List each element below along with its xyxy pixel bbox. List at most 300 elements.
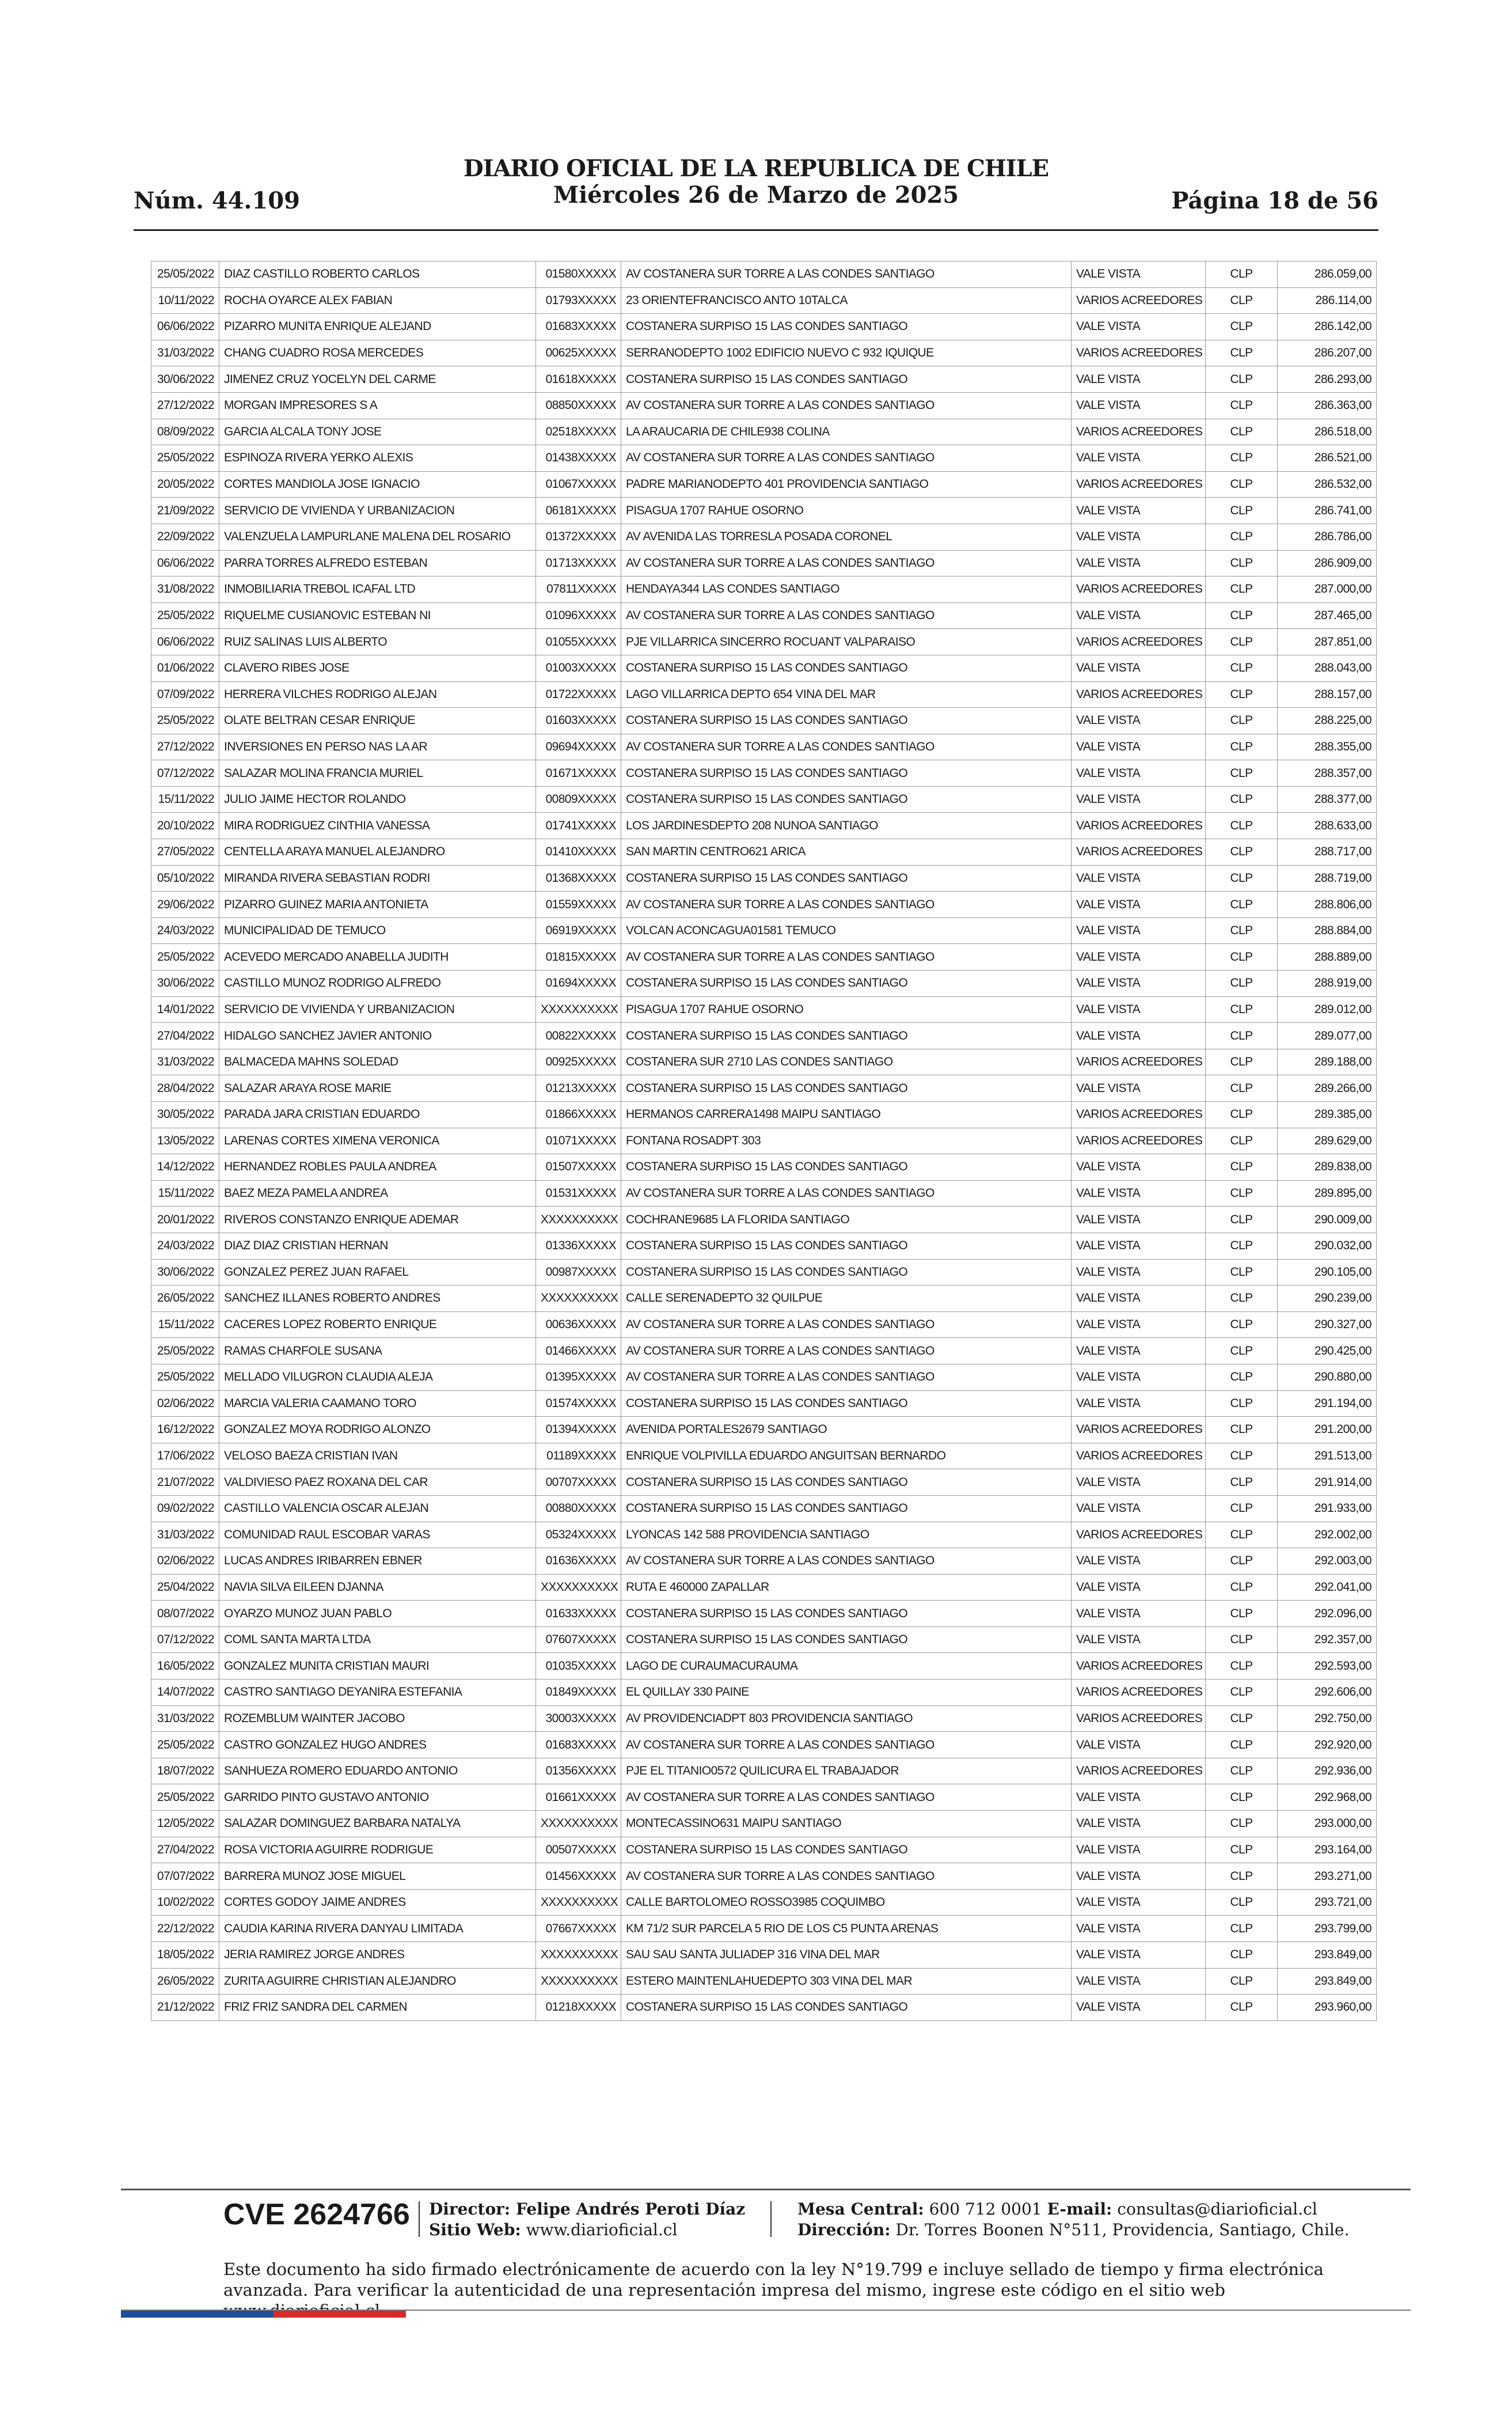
cell-date: 12/05/2022 xyxy=(151,1811,219,1837)
cell-rut: 01071XXXXX xyxy=(536,1128,621,1154)
cell-rut: 00880XXXXX xyxy=(536,1495,621,1522)
issue-number: Núm. 44.109 xyxy=(134,187,300,214)
cell-type: VALE VISTA xyxy=(1072,1863,1206,1890)
cell-amount: 292.606,00 xyxy=(1278,1679,1377,1706)
cell-rut: 01580XXXXX xyxy=(536,261,621,288)
cell-name: ROZEMBLUM WAINTER JACOBO xyxy=(219,1705,536,1732)
cell-type: VARIOS ACREEDORES xyxy=(1072,1679,1206,1706)
website-link[interactable]: www.diarioficial.cl xyxy=(526,2220,678,2239)
cell-rut: 01507XXXXX xyxy=(536,1154,621,1181)
table-row xyxy=(151,1495,1377,1522)
cell-date: 06/06/2022 xyxy=(151,550,219,577)
cell-date: 25/05/2022 xyxy=(151,1732,219,1758)
cell-amount: 286.741,00 xyxy=(1278,498,1377,524)
cell-date: 17/06/2022 xyxy=(151,1443,219,1469)
cell-date: 24/03/2022 xyxy=(151,1233,219,1259)
cell-type: VALE VISTA xyxy=(1072,498,1206,524)
cell-rut: 01713XXXXX xyxy=(536,550,621,577)
table-row xyxy=(151,1705,1377,1732)
cell-name: CASTRO GONZALEZ HUGO ANDRES xyxy=(219,1732,536,1758)
cell-currency: CLP xyxy=(1206,314,1278,340)
cell-name: RUIZ SALINAS LUIS ALBERTO xyxy=(219,629,536,655)
cell-date: 30/06/2022 xyxy=(151,1259,219,1286)
cell-type: VALE VISTA xyxy=(1072,1942,1206,1969)
cell-type: VALE VISTA xyxy=(1072,1548,1206,1575)
cell-type: VARIOS ACREEDORES xyxy=(1072,1653,1206,1679)
cell-date: 25/05/2022 xyxy=(151,1338,219,1364)
cell-name: MIRA RODRIGUEZ CINTHIA VANESSA xyxy=(219,813,536,839)
cell-name: BARRERA MUNOZ JOSE MIGUEL xyxy=(219,1863,536,1890)
cell-name: JULIO JAIME HECTOR ROLANDO xyxy=(219,786,536,813)
table-row xyxy=(151,1207,1377,1233)
cell-address: COSTANERA SURPISO 15 LAS CONDES SANTIAGO xyxy=(621,1626,1072,1653)
cell-type: VALE VISTA xyxy=(1072,1968,1206,1995)
cell-amount: 286.521,00 xyxy=(1278,445,1377,472)
cell-currency: CLP xyxy=(1206,1443,1278,1469)
header-divider xyxy=(134,229,1378,231)
cell-date: 21/07/2022 xyxy=(151,1469,219,1496)
website-line xyxy=(429,2220,745,2240)
cell-date: 08/09/2022 xyxy=(151,419,219,445)
cell-name: ESPINOZA RIVERA YERKO ALEXIS xyxy=(219,445,536,472)
cell-type: VALE VISTA xyxy=(1072,708,1206,734)
table-row xyxy=(151,760,1377,787)
cell-rut: 01456XXXXX xyxy=(536,1863,621,1890)
cell-rut: 01395XXXXX xyxy=(536,1364,621,1390)
contact-block xyxy=(797,2199,1349,2240)
cell-currency: CLP xyxy=(1206,602,1278,629)
table-row xyxy=(151,1075,1377,1102)
cell-rut: 01722XXXXX xyxy=(536,681,621,708)
cell-address: FONTANA ROSADPT 303 xyxy=(621,1128,1072,1154)
cell-address: PJE EL TITANIO0572 QUILICURA EL TRABAJADOR xyxy=(621,1758,1072,1784)
table-row xyxy=(151,1338,1377,1364)
cell-amount: 291.914,00 xyxy=(1278,1469,1377,1496)
cell-amount: 288.377,00 xyxy=(1278,786,1377,813)
cell-currency: CLP xyxy=(1206,1128,1278,1154)
cell-amount: 288.919,00 xyxy=(1278,970,1377,997)
cell-type: VALE VISTA xyxy=(1072,1286,1206,1312)
cell-rut: XXXXXXXXXX xyxy=(536,1968,621,1995)
cell-currency: CLP xyxy=(1206,944,1278,970)
cell-date: 20/01/2022 xyxy=(151,1207,219,1233)
cell-type: VALE VISTA xyxy=(1072,760,1206,787)
table-row xyxy=(151,445,1377,472)
table-row xyxy=(151,917,1377,944)
cell-name: ROSA VICTORIA AGUIRRE RODRIGUE xyxy=(219,1837,536,1863)
director-block xyxy=(429,2199,745,2240)
cell-type: VARIOS ACREEDORES xyxy=(1072,1128,1206,1154)
cell-address: AV COSTANERA SUR TORRE A LAS CONDES SANTIAGO xyxy=(621,734,1072,760)
cell-currency: CLP xyxy=(1206,629,1278,655)
cell-type: VARIOS ACREEDORES xyxy=(1072,1049,1206,1075)
table-row xyxy=(151,1889,1377,1916)
table-row xyxy=(151,1023,1377,1049)
table-row xyxy=(151,1548,1377,1575)
cell-type: VALE VISTA xyxy=(1072,1075,1206,1102)
cell-currency: CLP xyxy=(1206,1732,1278,1758)
table-row xyxy=(151,1154,1377,1181)
table-row xyxy=(151,1863,1377,1890)
cell-address: MONTECASSINO631 MAIPU SANTIAGO xyxy=(621,1811,1072,1837)
cell-address: EL QUILLAY 330 PAINE xyxy=(621,1679,1072,1706)
cell-currency: CLP xyxy=(1206,366,1278,393)
cell-amount: 286.518,00 xyxy=(1278,419,1377,445)
cell-amount: 287.851,00 xyxy=(1278,629,1377,655)
table-row xyxy=(151,1995,1377,2021)
cell-amount: 292.936,00 xyxy=(1278,1758,1377,1784)
cell-type: VALE VISTA xyxy=(1072,970,1206,997)
cell-address: COSTANERA SURPISO 15 LAS CONDES SANTIAGO xyxy=(621,1154,1072,1181)
cell-name: DIAZ CASTILLO ROBERTO CARLOS xyxy=(219,261,536,288)
cell-currency: CLP xyxy=(1206,445,1278,472)
cell-currency: CLP xyxy=(1206,1811,1278,1837)
cell-address: COSTANERA SURPISO 15 LAS CONDES SANTIAGO xyxy=(621,970,1072,997)
cell-address: CALLE SERENADEPTO 32 QUILPUE xyxy=(621,1286,1072,1312)
cell-amount: 290.009,00 xyxy=(1278,1207,1377,1233)
cell-name: CASTILLO VALENCIA OSCAR ALEJAN xyxy=(219,1495,536,1522)
cell-address: COSTANERA SURPISO 15 LAS CONDES SANTIAGO xyxy=(621,1495,1072,1522)
cell-address: COSTANERA SURPISO 15 LAS CONDES SANTIAGO xyxy=(621,1259,1072,1286)
table-row xyxy=(151,708,1377,734)
cell-rut: 01694XXXXX xyxy=(536,970,621,997)
cell-address: COSTANERA SURPISO 15 LAS CONDES SANTIAGO xyxy=(621,655,1072,681)
cell-name: MIRANDA RIVERA SEBASTIAN RODRI xyxy=(219,865,536,892)
cell-name: NAVIA SILVA EILEEN DJANNA xyxy=(219,1574,536,1601)
cell-type: VALE VISTA xyxy=(1072,1601,1206,1627)
cell-currency: CLP xyxy=(1206,1968,1278,1995)
cell-amount: 292.750,00 xyxy=(1278,1705,1377,1732)
cell-name: GARRIDO PINTO GUSTAVO ANTONIO xyxy=(219,1784,536,1811)
cell-date: 30/06/2022 xyxy=(151,366,219,393)
cell-rut: 01661XXXXX xyxy=(536,1784,621,1811)
cell-currency: CLP xyxy=(1206,1837,1278,1863)
cell-name: VELOSO BAEZA CRISTIAN IVAN xyxy=(219,1443,536,1469)
cell-amount: 291.513,00 xyxy=(1278,1443,1377,1469)
cell-amount: 291.194,00 xyxy=(1278,1390,1377,1417)
cell-type: VALE VISTA xyxy=(1072,996,1206,1023)
cell-address: COSTANERA SURPISO 15 LAS CONDES SANTIAGO xyxy=(621,786,1072,813)
cell-currency: CLP xyxy=(1206,471,1278,498)
cell-amount: 292.002,00 xyxy=(1278,1522,1377,1548)
cell-amount: 289.188,00 xyxy=(1278,1049,1377,1075)
address-line xyxy=(797,2220,1349,2240)
cell-amount: 288.357,00 xyxy=(1278,760,1377,787)
table-row xyxy=(151,602,1377,629)
cell-type: VALE VISTA xyxy=(1072,1364,1206,1390)
cell-name: MUNICIPALIDAD DE TEMUCO xyxy=(219,917,536,944)
cell-address: SAU SAU SANTA JULIADEP 316 VINA DEL MAR xyxy=(621,1942,1072,1969)
footer-separator xyxy=(770,2201,772,2237)
cell-name: CACERES LOPEZ ROBERTO ENRIQUE xyxy=(219,1311,536,1338)
cell-date: 20/05/2022 xyxy=(151,471,219,498)
table-row xyxy=(151,1049,1377,1075)
cell-amount: 290.032,00 xyxy=(1278,1233,1377,1259)
cell-amount: 289.077,00 xyxy=(1278,1023,1377,1049)
cell-date: 25/05/2022 xyxy=(151,445,219,472)
cell-name: RAMAS CHARFOLE SUSANA xyxy=(219,1338,536,1364)
cell-amount: 293.799,00 xyxy=(1278,1916,1377,1942)
creditors-table xyxy=(151,261,1377,2021)
cell-rut: 01866XXXXX xyxy=(536,1102,621,1128)
cell-address: AV COSTANERA SUR TORRE A LAS CONDES SANTIAGO xyxy=(621,892,1072,918)
table-row xyxy=(151,1653,1377,1679)
cell-name: PIZARRO MUNITA ENRIQUE ALEJAND xyxy=(219,314,536,340)
cell-date: 29/06/2022 xyxy=(151,892,219,918)
cell-name: HIDALGO SANCHEZ JAVIER ANTONIO xyxy=(219,1023,536,1049)
cell-rut: 01633XXXXX xyxy=(536,1601,621,1627)
cell-amount: 293.271,00 xyxy=(1278,1863,1377,1890)
cell-rut: 01067XXXXX xyxy=(536,471,621,498)
cell-date: 22/09/2022 xyxy=(151,524,219,550)
cell-date: 26/05/2022 xyxy=(151,1286,219,1312)
cell-type: VALE VISTA xyxy=(1072,865,1206,892)
cell-currency: CLP xyxy=(1206,917,1278,944)
cell-type: VALE VISTA xyxy=(1072,1023,1206,1049)
address-label: Dirección: xyxy=(797,2220,891,2239)
cell-address: KM 71/2 SUR PARCELA 5 RIO DE LOS C5 PUNTA ARENAS xyxy=(621,1916,1072,1942)
cell-address: AV COSTANERA SUR TORRE A LAS CONDES SANTIAGO xyxy=(621,261,1072,288)
cell-date: 15/11/2022 xyxy=(151,1311,219,1338)
cell-date: 21/12/2022 xyxy=(151,1995,219,2021)
cell-date: 09/02/2022 xyxy=(151,1495,219,1522)
cell-amount: 292.920,00 xyxy=(1278,1732,1377,1758)
cell-type: VALE VISTA xyxy=(1072,1495,1206,1522)
cell-date: 27/05/2022 xyxy=(151,839,219,866)
cell-name: COML SANTA MARTA LTDA xyxy=(219,1626,536,1653)
phone-number: 600 712 0001 xyxy=(929,2200,1042,2219)
cell-address: AV COSTANERA SUR TORRE A LAS CONDES SANTIAGO xyxy=(621,1364,1072,1390)
cell-rut: XXXXXXXXXX xyxy=(536,1942,621,1969)
cell-date: 22/12/2022 xyxy=(151,1916,219,1942)
cell-amount: 289.385,00 xyxy=(1278,1102,1377,1128)
cell-rut: 01394XXXXX xyxy=(536,1417,621,1443)
cell-address: COSTANERA SURPISO 15 LAS CONDES SANTIAGO xyxy=(621,1233,1072,1259)
cell-name: GONZALEZ MOYA RODRIGO ALONZO xyxy=(219,1417,536,1443)
cell-address: AV COSTANERA SUR TORRE A LAS CONDES SANTIAGO xyxy=(621,1732,1072,1758)
cell-name: INVERSIONES EN PERSO NAS LA AR xyxy=(219,734,536,760)
cell-date: 25/05/2022 xyxy=(151,1784,219,1811)
cell-type: VARIOS ACREEDORES xyxy=(1072,340,1206,366)
cell-type: VARIOS ACREEDORES xyxy=(1072,1443,1206,1469)
cell-rut: 01683XXXXX xyxy=(536,1732,621,1758)
cell-currency: CLP xyxy=(1206,1626,1278,1653)
cell-rut: 09694XXXXX xyxy=(536,734,621,760)
table-row xyxy=(151,865,1377,892)
cell-type: VALE VISTA xyxy=(1072,1784,1206,1811)
cell-date: 30/05/2022 xyxy=(151,1102,219,1128)
cell-name: JIMENEZ CRUZ YOCELYN DEL CARME xyxy=(219,366,536,393)
cell-amount: 286.059,00 xyxy=(1278,261,1377,288)
cell-name: CLAVERO RIBES JOSE xyxy=(219,655,536,681)
cell-date: 05/10/2022 xyxy=(151,865,219,892)
cell-date: 14/12/2022 xyxy=(151,1154,219,1181)
cell-name: CORTES GODOY JAIME ANDRES xyxy=(219,1889,536,1916)
cell-date: 31/03/2022 xyxy=(151,340,219,366)
cell-address: AV COSTANERA SUR TORRE A LAS CONDES SANTIAGO xyxy=(621,1548,1072,1575)
table-row xyxy=(151,1128,1377,1154)
cell-date: 18/05/2022 xyxy=(151,1942,219,1969)
cell-rut: 01356XXXXX xyxy=(536,1758,621,1784)
cell-address: AV COSTANERA SUR TORRE A LAS CONDES SANTIAGO xyxy=(621,392,1072,419)
cell-rut: 06181XXXXX xyxy=(536,498,621,524)
cell-address: AV COSTANERA SUR TORRE A LAS CONDES SANTIAGO xyxy=(621,944,1072,970)
cell-type: VALE VISTA xyxy=(1072,1732,1206,1758)
cell-date: 02/06/2022 xyxy=(151,1548,219,1575)
cell-rut: 00625XXXXX xyxy=(536,340,621,366)
table-row xyxy=(151,1968,1377,1995)
cell-date: 01/06/2022 xyxy=(151,655,219,681)
cell-type: VARIOS ACREEDORES xyxy=(1072,577,1206,603)
cell-rut: 00707XXXXX xyxy=(536,1469,621,1496)
address-value: Dr. Torres Boonen N°511, Providencia, Santiago, Chile. xyxy=(895,2220,1350,2239)
cell-name: VALENZUELA LAMPURLANE MALENA DEL ROSARIO xyxy=(219,524,536,550)
cell-currency: CLP xyxy=(1206,1653,1278,1679)
cell-address: RUTA E 460000 ZAPALLAR xyxy=(621,1574,1072,1601)
cell-name: CASTRO SANTIAGO DEYANIRA ESTEFANIA xyxy=(219,1679,536,1706)
table-row xyxy=(151,629,1377,655)
table-row xyxy=(151,524,1377,550)
cell-address: VOLCAN ACONCAGUA01581 TEMUCO xyxy=(621,917,1072,944)
cell-date: 24/03/2022 xyxy=(151,917,219,944)
cell-address: COSTANERA SURPISO 15 LAS CONDES SANTIAGO xyxy=(621,1023,1072,1049)
cell-address: COSTANERA SUR 2710 LAS CONDES SANTIAGO xyxy=(621,1049,1072,1075)
cell-address: AV COSTANERA SUR TORRE A LAS CONDES SANTIAGO xyxy=(621,445,1072,472)
cell-currency: CLP xyxy=(1206,760,1278,787)
cell-currency: CLP xyxy=(1206,287,1278,314)
cell-currency: CLP xyxy=(1206,1233,1278,1259)
flag-stripe-red xyxy=(273,2311,406,2318)
cell-type: VALE VISTA xyxy=(1072,1995,1206,2021)
cell-name: OLATE BELTRAN CESAR ENRIQUE xyxy=(219,708,536,734)
cell-type: VALE VISTA xyxy=(1072,1811,1206,1837)
cell-date: 31/03/2022 xyxy=(151,1705,219,1732)
table-row xyxy=(151,813,1377,839)
cell-type: VARIOS ACREEDORES xyxy=(1072,839,1206,866)
cell-amount: 290.425,00 xyxy=(1278,1338,1377,1364)
table-row xyxy=(151,340,1377,366)
cell-rut: 01035XXXXX xyxy=(536,1653,621,1679)
cell-address: LOS JARDINESDEPTO 208 NUNOA SANTIAGO xyxy=(621,813,1072,839)
cell-date: 16/05/2022 xyxy=(151,1653,219,1679)
cell-amount: 287.465,00 xyxy=(1278,602,1377,629)
cell-type: VALE VISTA xyxy=(1072,1889,1206,1916)
cell-amount: 289.012,00 xyxy=(1278,996,1377,1023)
cell-name: RIQUELME CUSIANOVIC ESTEBAN NI xyxy=(219,602,536,629)
cell-date: 31/03/2022 xyxy=(151,1049,219,1075)
cell-name: HERNANDEZ ROBLES PAULA ANDREA xyxy=(219,1154,536,1181)
cell-amount: 292.593,00 xyxy=(1278,1653,1377,1679)
footer-separator xyxy=(419,2201,420,2237)
email-link[interactable]: consultas@diarioficial.cl xyxy=(1117,2200,1317,2219)
cell-amount: 290.239,00 xyxy=(1278,1286,1377,1312)
cell-amount: 288.884,00 xyxy=(1278,917,1377,944)
cell-amount: 293.721,00 xyxy=(1278,1889,1377,1916)
cell-rut: 01003XXXXX xyxy=(536,655,621,681)
cell-type: VALE VISTA xyxy=(1072,1233,1206,1259)
cell-address: COSTANERA SURPISO 15 LAS CONDES SANTIAGO xyxy=(621,1995,1072,2021)
cell-currency: CLP xyxy=(1206,708,1278,734)
cell-address: AV AVENIDA LAS TORRESLA POSADA CORONEL xyxy=(621,524,1072,550)
cell-name: CAUDIA KARINA RIVERA DANYAU LIMITADA xyxy=(219,1916,536,1942)
cell-type: VALE VISTA xyxy=(1072,944,1206,970)
cell-amount: 289.629,00 xyxy=(1278,1128,1377,1154)
table-row xyxy=(151,1417,1377,1443)
cell-name: SANCHEZ ILLANES ROBERTO ANDRES xyxy=(219,1286,536,1312)
table-row xyxy=(151,1679,1377,1706)
cell-amount: 293.164,00 xyxy=(1278,1837,1377,1863)
cell-rut: 01671XXXXX xyxy=(536,760,621,787)
cell-amount: 288.355,00 xyxy=(1278,734,1377,760)
cell-currency: CLP xyxy=(1206,892,1278,918)
cell-name: HERRERA VILCHES RODRIGO ALEJAN xyxy=(219,681,536,708)
cell-amount: 292.003,00 xyxy=(1278,1548,1377,1575)
cell-address: SAN MARTIN CENTRO621 ARICA xyxy=(621,839,1072,866)
cell-rut: XXXXXXXXXX xyxy=(536,996,621,1023)
cell-rut: 06919XXXXX xyxy=(536,917,621,944)
cell-amount: 286.207,00 xyxy=(1278,340,1377,366)
cell-rut: 00822XXXXX xyxy=(536,1023,621,1049)
cell-rut: 08850XXXXX xyxy=(536,392,621,419)
cell-type: VARIOS ACREEDORES xyxy=(1072,1102,1206,1128)
table-row xyxy=(151,1390,1377,1417)
cell-date: 08/07/2022 xyxy=(151,1601,219,1627)
cell-currency: CLP xyxy=(1206,419,1278,445)
cell-date: 31/03/2022 xyxy=(151,1522,219,1548)
cell-type: VALE VISTA xyxy=(1072,366,1206,393)
cell-currency: CLP xyxy=(1206,1049,1278,1075)
cell-address: COSTANERA SURPISO 15 LAS CONDES SANTIAGO xyxy=(621,760,1072,787)
table-row xyxy=(151,1758,1377,1784)
cell-currency: CLP xyxy=(1206,1259,1278,1286)
table-row xyxy=(151,1784,1377,1811)
cell-currency: CLP xyxy=(1206,1023,1278,1049)
cell-address: COSTANERA SURPISO 15 LAS CONDES SANTIAGO xyxy=(621,1390,1072,1417)
cell-currency: CLP xyxy=(1206,1417,1278,1443)
cell-currency: CLP xyxy=(1206,865,1278,892)
table-row xyxy=(151,1732,1377,1758)
cell-amount: 292.096,00 xyxy=(1278,1601,1377,1627)
footer-divider-top xyxy=(121,2189,1411,2190)
cell-type: VARIOS ACREEDORES xyxy=(1072,1522,1206,1548)
table-row xyxy=(151,892,1377,918)
cell-amount: 292.357,00 xyxy=(1278,1626,1377,1653)
cell-address: LYONCAS 142 588 PROVIDENCIA SANTIAGO xyxy=(621,1522,1072,1548)
table-row xyxy=(151,1286,1377,1312)
cell-address: COSTANERA SURPISO 15 LAS CONDES SANTIAGO xyxy=(621,314,1072,340)
cell-name: CORTES MANDIOLA JOSE IGNACIO xyxy=(219,471,536,498)
cell-currency: CLP xyxy=(1206,813,1278,839)
cell-type: VALE VISTA xyxy=(1072,602,1206,629)
cell-rut: 01410XXXXX xyxy=(536,839,621,866)
cell-name: RIVEROS CONSTANZO ENRIQUE ADEMAR xyxy=(219,1207,536,1233)
cell-date: 25/05/2022 xyxy=(151,261,219,288)
cell-name: MARCIA VALERIA CAAMANO TORO xyxy=(219,1390,536,1417)
cell-amount: 292.968,00 xyxy=(1278,1784,1377,1811)
table-row xyxy=(151,839,1377,866)
cell-date: 13/05/2022 xyxy=(151,1128,219,1154)
cell-amount: 293.849,00 xyxy=(1278,1968,1377,1995)
contact-line xyxy=(797,2199,1349,2220)
cell-date: 07/12/2022 xyxy=(151,760,219,787)
cell-type: VALE VISTA xyxy=(1072,655,1206,681)
cell-amount: 286.786,00 xyxy=(1278,524,1377,550)
page-number: Página 18 de 56 xyxy=(1171,187,1378,214)
cell-amount: 288.633,00 xyxy=(1278,813,1377,839)
cell-currency: CLP xyxy=(1206,1758,1278,1784)
table-row xyxy=(151,1811,1377,1837)
table-row xyxy=(151,1102,1377,1128)
